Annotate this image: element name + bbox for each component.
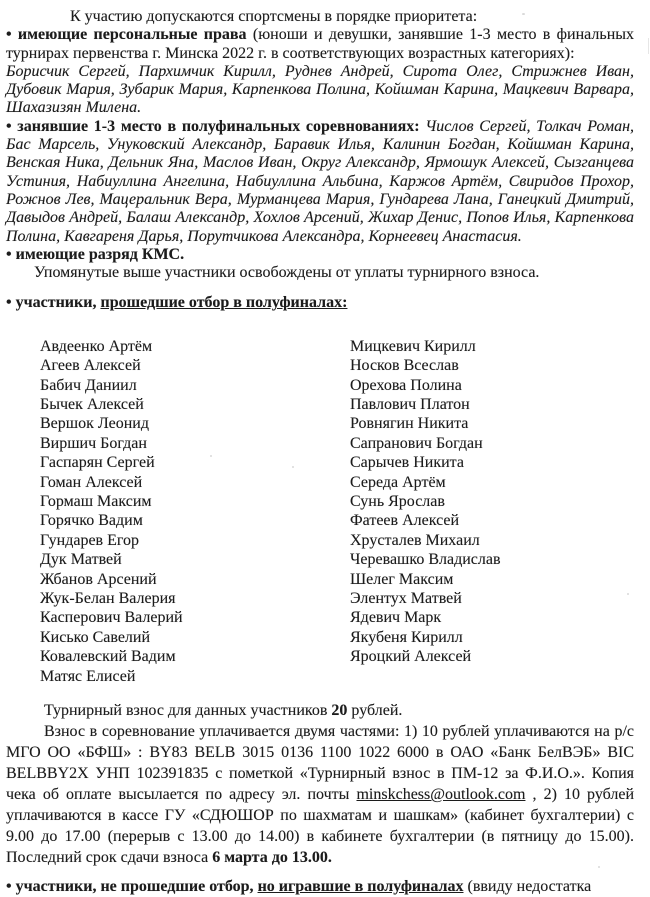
bullet-personal-rights [6, 26, 634, 117]
participant-name: Кисько Савелий [40, 628, 151, 646]
participant-name: Горячко Вадим [40, 512, 143, 530]
bullet-personal-rights-bold: • имеющие персональные права [6, 26, 247, 44]
participant-name: Касперович Валерий [40, 609, 183, 627]
intro-line: К участию допускаются спортсмены в порядке приоритета: [70, 8, 478, 25]
bullet-semifinal-winners-bold: • занявшие 1-3 место в полуфинальных соревнованиях: [6, 117, 420, 135]
participant-name: Шелег Максим [350, 570, 454, 588]
participant-name: Дук Матвей [40, 551, 122, 569]
not-qualified-header-rest: (ввиду недостатка [463, 878, 592, 896]
participant-name: Якубеня Кирилл [350, 628, 463, 646]
not-qualified-header-prefix: • участники, не прошедшие отбор, [6, 878, 258, 896]
qualified-participants-header [6, 294, 634, 312]
participant-name: Виршич Богдан [40, 434, 147, 452]
semifinal-winners-names: Числов Сергей, Толкач Роман, Бас Марсель, Унуковский Александр, Баравик Илья, Калинин Богдан, Койшман Карина, Венская Ника, Дельник Яна, Маслов Иван, Округ Александр, Ярмошук Алексей, Сызганцева Устиния, Набиуллина Ангелина, Набиуллина Альбина, Каржов Артём, Свиридов Прохор, Рожнов Лев, Мацеральник Вера, Мурманцева Мария, Гундарева Лана, Ганецкий Дмитрий, Давыдов Андрей, Балаш Александр, Хохлов Арсений, Жихар Денис, Попов Илья, Карпенкова Полина, Кавгареня Дарья, Порутчикова Александра, Корнеевец Анастасия. [6, 117, 635, 245]
participant-name: Жбанов Арсений [40, 570, 157, 588]
qualified-header-prefix: • участники, [6, 294, 101, 312]
participant-name: Гоман Алексей [40, 473, 143, 491]
fee-text-post: рублей. [347, 702, 403, 720]
participant-name: Яроцкий Алексей [350, 648, 472, 666]
bullet-kms-bold: • имеющие разряд КМС. [6, 245, 185, 263]
bullet-kms [6, 246, 634, 264]
participant-name: Носков Всеслав [350, 357, 459, 375]
payment-email: minskchess@outlook.com [356, 786, 526, 804]
participant-name: Гаспарян Сергей [40, 454, 155, 472]
participant-name: Вершок Леонид [40, 415, 149, 433]
participant-name: Павлович Платон [350, 395, 470, 413]
participant-name: Бычек Алексей [40, 395, 144, 413]
participant-name: Сунь Ярослав [350, 493, 445, 510]
participant-name: Фатеев Алексей [350, 512, 460, 530]
participant-name: Середа Артём [350, 473, 446, 491]
participant-name: Матяс Елисей [40, 667, 136, 685]
participants-column-right [350, 337, 634, 686]
not-qualified-header [6, 877, 634, 897]
participant-name: Ковалевский Вадим [40, 648, 176, 666]
payment-paragraph [6, 721, 634, 868]
participants-column-left [40, 337, 350, 686]
participant-name: Ядевич Марк [350, 609, 442, 627]
fee-line [6, 700, 634, 721]
personal-rights-names: Борисчик Сергей, Пархимчик Кирилл, Руднев Андрей, Сирота Олег, Стрижнев Иван, Дубовик Мария, Зубарик Мария, Карпенкова Полина, Койшман Карина, Мацкевич Варвара, Шахазизян Милена. [6, 62, 634, 117]
bullet-semifinal-winners [6, 118, 634, 246]
participant-name: Жук-Белан Валерия [40, 590, 176, 608]
participant-name: Мицкевич Кирилл [350, 337, 476, 355]
participant-name: Авдеенко Артём [40, 337, 153, 355]
participant-name: Орехова Полина [350, 376, 462, 394]
bullet-personal-rights-text: (юноши и девушки, занявшие 1-3 место в финальных турнирах первенства г. Минска 2022 г. в соответствующих возрастных категориях): [6, 26, 635, 62]
participants-list [6, 337, 634, 686]
fee-text-pre: Турнирный взнос для данных участников [44, 702, 332, 720]
participant-name: Ровнягин Никита [350, 415, 469, 433]
payment-deadline: 6 марта до 13.00. [212, 849, 332, 867]
payment-text-1: Взнос в соревнование уплачивается двумя частями: 1) 10 рублей уплачиваются на р/с МГО ОО «БФШ» : BY83 BELB 3015 0136 1100 1022 6000 в ОАО «Банк БелВЭБ» BIC BELBBY2X УНП 102391835 с пометкой «Турнирный взнос в ПМ-12 за Ф.И.О.». Копия чека об оплате высылается по адресу эл. почты [6, 723, 634, 804]
participant-name: Агеев Алексей [40, 357, 141, 375]
participant-name: Сапранович Богдан [350, 434, 483, 452]
participant-name: Черевашко Владислав [350, 551, 501, 569]
participant-name: Бабич Даниил [40, 376, 137, 394]
participant-name: Сарычев Никита [350, 454, 464, 472]
participant-name: Элентух Матвей [350, 590, 462, 608]
payment-text-2: , 2) 10 рублей уплачиваются в кассе ГУ «СДЮШОР по шахматам и шашкам» (кабинет бухгалтерии) с 9.00 до 17.00 (перерыв с 13.00 до 14.00) в кабинете бухгалтерии (в пятницу до 15.00). Последний срок сдачи взноса [6, 786, 635, 867]
participant-name: Хрусталев Михаил [350, 531, 480, 549]
not-qualified-header-underlined: но игравшие в полуфиналах [257, 878, 464, 896]
participant-name: Гормаш Максим [40, 493, 152, 510]
qualified-header-underlined: прошедшие отбор в полуфиналах: [100, 294, 348, 312]
fee-amount: 20 [331, 702, 348, 720]
participant-name: Гундарев Егор [40, 531, 140, 549]
exempt-note: Упомянутые выше участники освобождены от уплаты турнирного взноса. [34, 264, 540, 282]
